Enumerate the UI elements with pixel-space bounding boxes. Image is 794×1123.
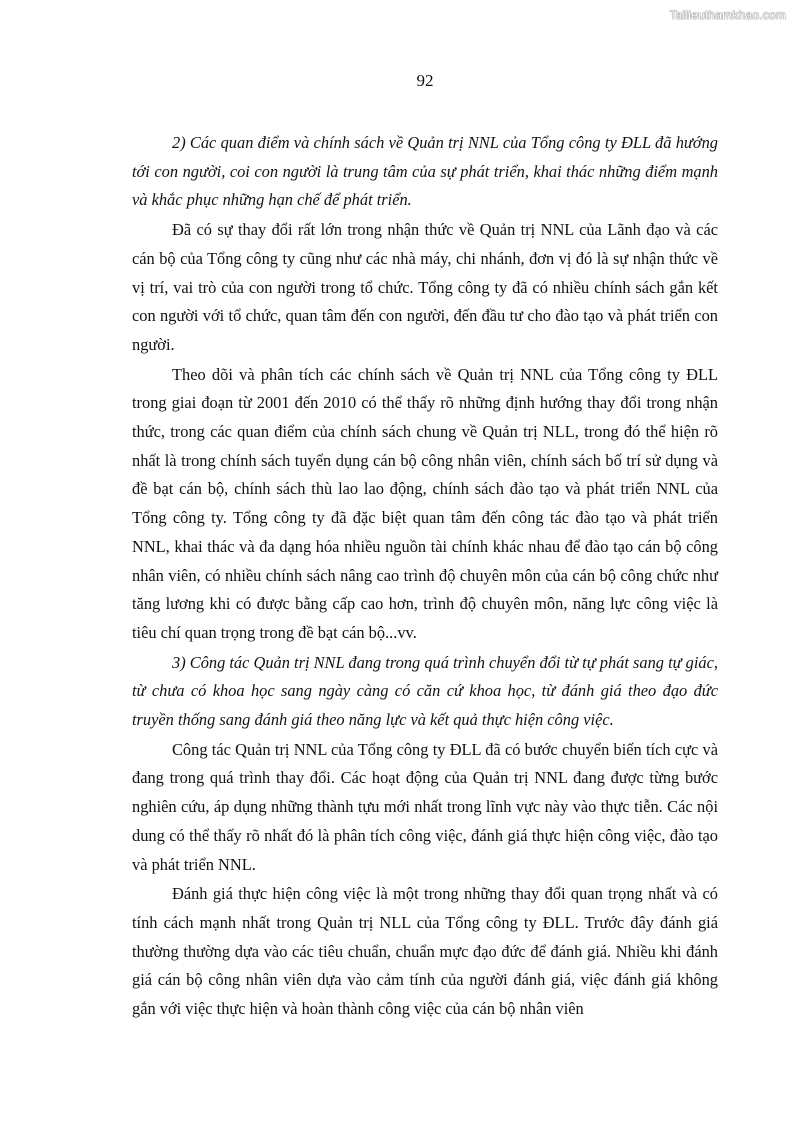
watermark: Tailieuthamkhao.com (669, 8, 786, 22)
paragraph: Theo dõi và phân tích các chính sách về Quản trị NNL của Tổng công ty ĐLL trong giai đoạn từ 2001 đến 2010 có thể thấy rõ những định hướng thay đổi trong nhận thức, trong các quan điểm của chính sách chung về Quản trị NLL, trong đó thể hiện rõ nhất là trong chính sách tuyển dụng cán bộ công nhân viên, chính sách bố trí sử dụng và đề bạt cán bộ, chính sách thù lao lao động, chính sách đào tạo và phát triển NNL của Tổng công ty. Tổng công ty đã đặc biệt quan tâm đến công tác đào tạo và phát triển NNL, khai thác và đa dạng hóa nhiều nguồn tài chính khác nhau để đào tạo cán bộ công nhân viên, có nhiều chính sách nâng cao trình độ chuyên môn của cán bộ công chức như tăng lương khi có được bằng cấp cao hơn, trình độ chuyên môn, năng lực công việc là tiêu chí quan trọng trong đề bạt cán bộ...vv. (132, 364, 718, 642)
document-body (132, 129, 718, 1025)
paragraph: Công tác Quản trị NNL của Tổng công ty ĐLL đã có bước chuyển biến tích cực và đang trong quá trình thay đổi. Các hoạt động của Quản trị NNL đang được từng bước nghiên cứu, áp dụng những thành tựu mới nhất trong lĩnh vực này vào thực tiễn. Các nội dung có thể thấy rõ nhất đó là phân tích công việc, đánh giá thực hiện công việc, đào tạo và phát triển NNL. (132, 739, 718, 874)
page-number: 92 (416, 71, 434, 90)
paragraph-point-2: 2) Các quan điểm và chính sách về Quản trị NNL của Tổng công ty ĐLL đã hướng tới con người, coi con người là trung tâm của sự phát triển, khai thác những điểm mạnh và khắc phục những hạn chế để phát triển. (132, 133, 718, 210)
paragraph: Đã có sự thay đổi rất lớn trong nhận thức về Quản trị NNL của Lãnh đạo và các cán bộ của Tổng công ty cũng như các nhà máy, chi nhánh, đơn vị đó là sự nhận thức về vị trí, vai trò của con người trong tổ chức. Tổng công ty đã có nhiều chính sách gắn kết con người với tổ chức, quan tâm đến con người, đến đầu tư cho đào tạo và phát triển con người. (132, 220, 718, 354)
paragraph: Đánh giá thực hiện công việc là một trong những thay đổi quan trọng nhất và có tính cách mạnh nhất trong Quản trị NLL của Tổng công ty ĐLL. Trước đây đánh giá thường thường dựa vào các tiêu chuẩn, chuẩn mực đạo đức để đánh giá. Nhiều khi đánh giá cán bộ công nhân viên dựa vào cảm tính của người đánh giá, việc đánh giá không gắn với việc thực hiện và hoàn thành công việc của cán bộ nhân viên (132, 884, 718, 1019)
paragraph-point-3: 3) Công tác Quản trị NNL đang trong quá trình chuyển đổi từ tự phát sang tự giác, từ chưa có khoa học sang ngày càng có căn cứ khoa học, từ đánh giá theo đạo đức truyền thống sang đánh giá theo năng lực và kết quả thực hiện công việc. (132, 652, 718, 730)
